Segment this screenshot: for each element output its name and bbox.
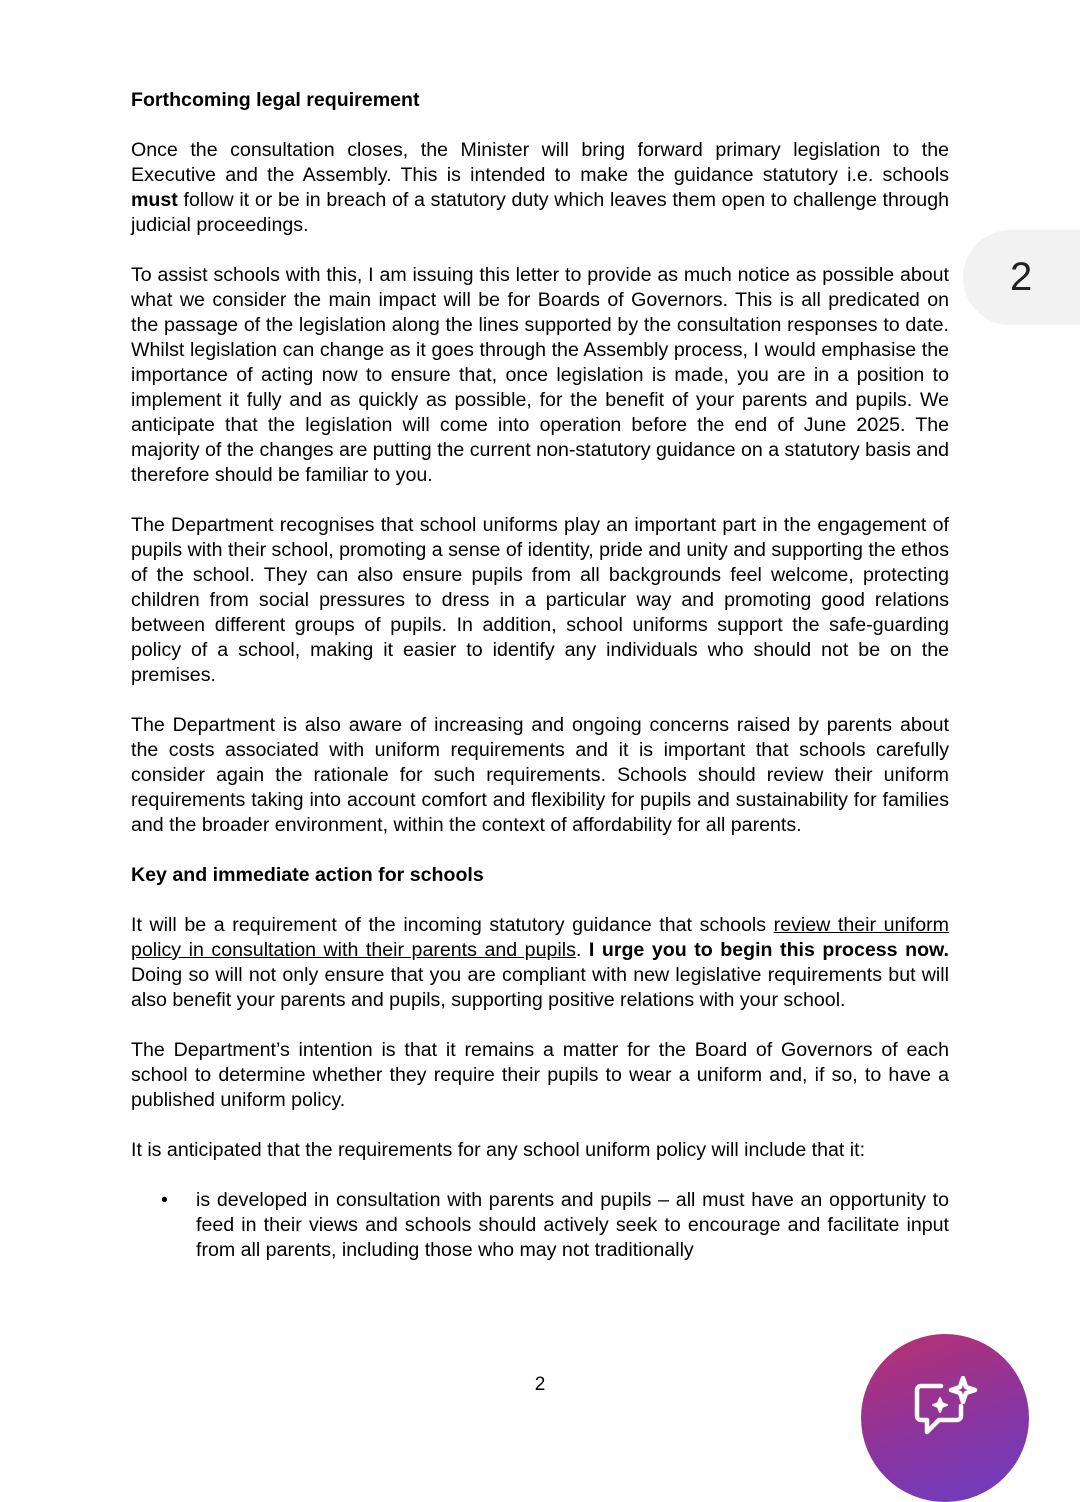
text: It will be a requirement of the incoming statutory guidance that schools <box>131 914 774 936</box>
text: . <box>575 939 589 961</box>
document-page <box>131 88 949 1263</box>
emphasis-urge: I urge you to begin this process now. <box>588 939 949 961</box>
paragraph-consultation <box>131 138 949 238</box>
emphasis-must: must <box>131 189 178 211</box>
list-item <box>131 1188 949 1263</box>
text: follow it or be in breach of a statutory duty which leaves them open to challenge through judicial proceedings. <box>131 189 949 236</box>
underlined-requirement: review their uniform policy in consultation with their parents and pupils <box>131 914 949 961</box>
heading-key-action: Key and immediate action for schools <box>131 864 484 886</box>
paragraph-anticipated-requirements: It is anticipated that the requirements for any school uniform policy will include that it: <box>131 1139 866 1161</box>
footer-page-number: 2 <box>534 1374 546 1395</box>
ai-chat-sparkle-icon <box>913 1376 983 1446</box>
ai-assistant-button[interactable] <box>861 1334 1029 1502</box>
page-indicator-number: 2 <box>1010 255 1033 299</box>
text: Doing so will not only ensure that you are compliant with new legislative requirements but will also benefit your parents and pupils, supporting positive relations with your school. <box>131 964 949 1011</box>
paragraph-board-intention: The Department’s intention is that it remains a matter for the Board of Governors of each school to determine whether they require their pupils to wear a uniform and, if so, to have a published uniform policy. <box>131 1039 949 1111</box>
heading-forthcoming-legal-requirement: Forthcoming legal requirement <box>131 89 420 111</box>
paragraph-cost-concerns: The Department is also aware of increasing and ongoing concerns raised by parents about the costs associated with uniform requirements and it is important that schools carefully consider again the rationale for such requirements. Schools should review their uniform requirements taking into account comfort and flexibility for pupils and sustainability for families and the broader environment, within the context of affordability for all parents. <box>131 714 949 836</box>
list-item-text: is developed in consultation with parents and pupils – all must have an opportunity to feed in their views and schools should actively seek to encourage and facilitate input from all parents, including those who may not traditionally <box>196 1189 949 1261</box>
page-indicator[interactable] <box>963 230 1080 325</box>
text: Once the consultation closes, the Minister will bring forward primary legislation to the Executive and the Assembly. This is intended to make the guidance statutory i.e. schools <box>131 139 949 186</box>
paragraph-requirement <box>131 913 949 1013</box>
bullet-icon: • <box>161 1189 168 1211</box>
paragraph-uniform-importance: The Department recognises that school uniforms play an important part in the engagement of pupils with their school, promoting a sense of identity, pride and unity and supporting the ethos of the school. They can also ensure pupils from all backgrounds feel welcome, protecting children from social pressures to dress in a particular way and promoting good relations between different groups of pupils. In addition, school uniforms support the safe-guarding policy of a school, making it easier to identify any individuals who should not be on the premises. <box>131 514 949 686</box>
paragraph-assist-schools: To assist schools with this, I am issuing this letter to provide as much notice as possible about what we consider the main impact will be for Boards of Governors. This is all predicated on the passage of the legislation along the lines supported by the consultation responses to date. Whilst legislation can change as it goes through the Assembly process, I would emphasise the importance of acting now to ensure that, once legislation is made, you are in a position to implement it fully and as quickly as possible, for the benefit of your parents and pupils. We anticipate that the legislation will come into operation before the end of June 2025. The majority of the changes are putting the current non-statutory guidance on a statutory basis and therefore should be familiar to you. <box>131 264 949 486</box>
requirements-list <box>131 1188 949 1263</box>
